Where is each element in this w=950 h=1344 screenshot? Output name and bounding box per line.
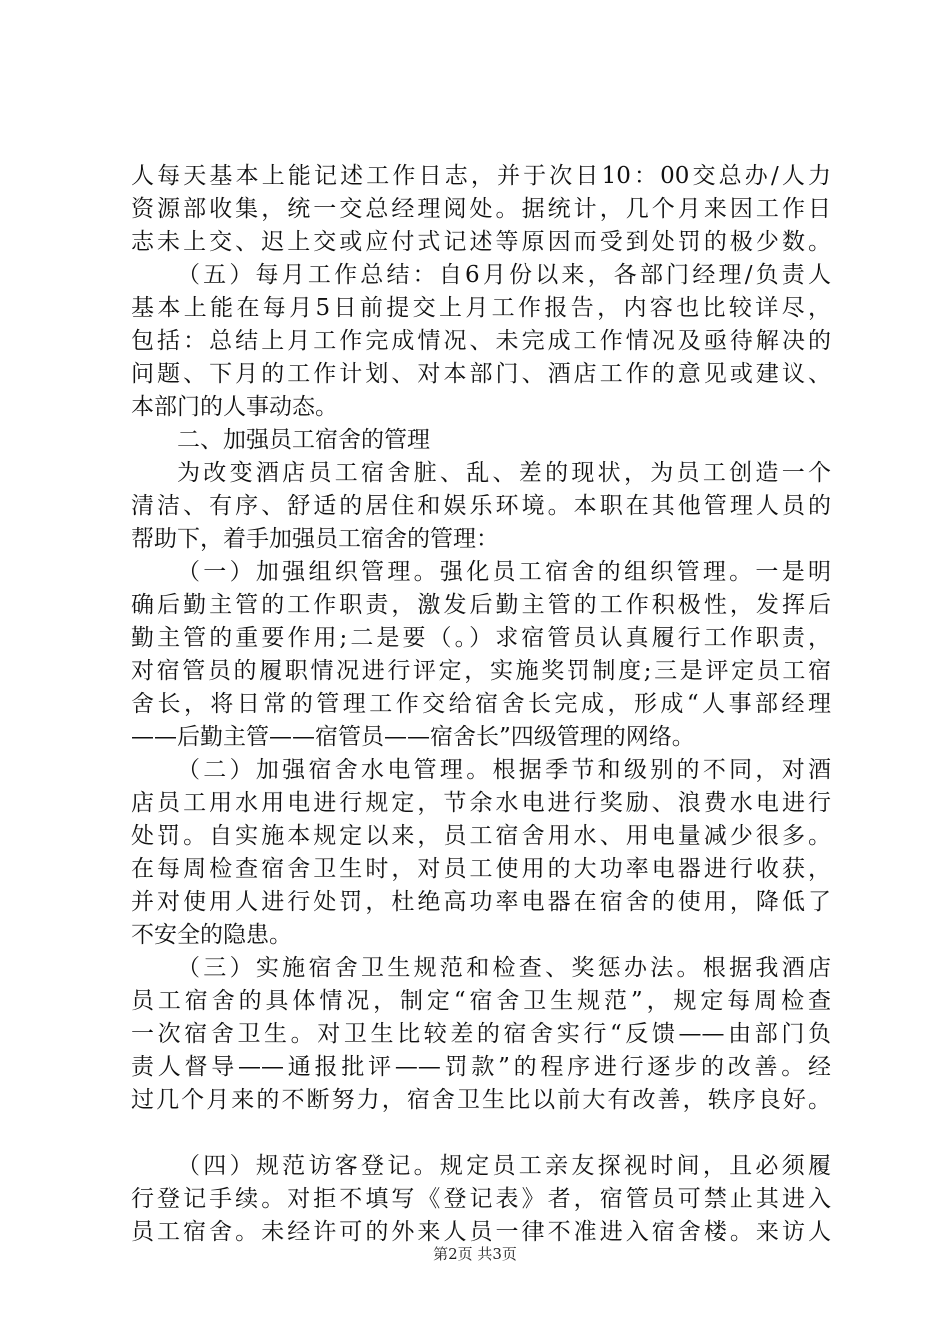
text-line: 人每天基本上能记述工作日志，并于次日10：00交总办/人力 [131,163,831,189]
text-line: 并对使用人进行处罚，杜绝高功率电器在宿舍的使用，降低了 [131,889,831,915]
text-line: 一次宿舍卫生。对卫生比较差的宿舍实行“反馈——由部门负 [131,1021,831,1047]
page-footer: 第2页 共3页 [433,1245,517,1263]
text-line: 行登记手续。对拒不填写《登记表》者，宿管员可禁止其进入 [131,1186,831,1212]
text-line: 确后勤主管的工作职责，激发后勤主管的工作积极性，发挥后 [131,592,831,618]
paragraph-start-line: （一）加强组织管理。强化员工宿舍的组织管理。一是明 [177,559,831,585]
text-line: 过几个月来的不断努力，宿舍卫生比以前大有改善，轶序良好。 [131,1087,831,1113]
text-line: 责人督导——通报批评——罚款”的程序进行逐步的改善。经 [131,1054,831,1080]
text-line: 对宿管员的履职情况进行评定，实施奖罚制度;三是评定员工宿 [131,658,831,684]
text-line: 包括：总结上月工作完成情况、未完成工作情况及亟待解决的 [131,328,831,354]
paragraph-start-line: （四）规范访客登记。规定员工亲友探视时间，且必须履 [177,1153,831,1179]
text-line: ——后勤主管——宿管员——宿舍长”四级管理的网络。 [131,724,695,750]
text-line: 志未上交、迟上交或应付式记述等原因而受到处罚的极少数。 [131,229,831,255]
text-line: 资源部收集，统一交总经理阅处。据统计，几个月来因工作日 [131,196,831,222]
text-line: 清洁、有序、舒适的居住和娱乐环境。本职在其他管理人员的 [131,493,831,519]
paragraph-start-line: （五）每月工作总结：自6月份以来，各部门经理/负责人 [177,262,831,288]
document-body [131,160,831,1249]
text-line: 店员工用水用电进行规定，节余水电进行奖励、浪费水电进行 [131,790,831,816]
text-line: 在每周检查宿舍卫生时，对员工使用的大功率电器进行收获， [131,856,831,882]
paragraph-start-line: （三）实施宿舍卫生规范和检查、奖惩办法。根据我酒店 [177,955,831,981]
paragraph-start-line: 为改变酒店员工宿舍脏、乱、差的现状，为员工创造一个 [177,460,831,486]
text-line: 问题、下月的工作计划、对本部门、酒店工作的意见或建议、 [131,361,831,387]
paragraph-start-line: （二）加强宿舍水电管理。根据季节和级别的不同，对酒 [177,757,831,783]
text-line: 基本上能在每月5日前提交上月工作报告，内容也比较详尽， [131,295,831,321]
text-line: 处罚。自实施本规定以来，员工宿舍用水、用电量减少很多。 [131,823,831,849]
section-heading: 二、加强员工宿舍的管理 [177,427,430,453]
text-line: 本部门的人事动态。 [131,394,338,420]
text-line: 帮助下，着手加强员工宿舍的管理： [131,526,499,552]
text-line: 舍长，将日常的管理工作交给宿舍长完成，形成“人事部经理 [131,691,831,717]
text-line: 员工宿舍的具体情况，制定“宿舍卫生规范”，规定每周检查 [131,988,831,1014]
text-line: 员工宿舍。未经许可的外来人员一律不准进入宿舍楼。来访人 [131,1219,831,1245]
text-line: 勤主管的重要作用;二是要（。）求宿管员认真履行工作职责， [131,625,831,651]
paragraph-gap [131,1117,831,1150]
text-line: 不安全的隐患。 [131,922,292,948]
